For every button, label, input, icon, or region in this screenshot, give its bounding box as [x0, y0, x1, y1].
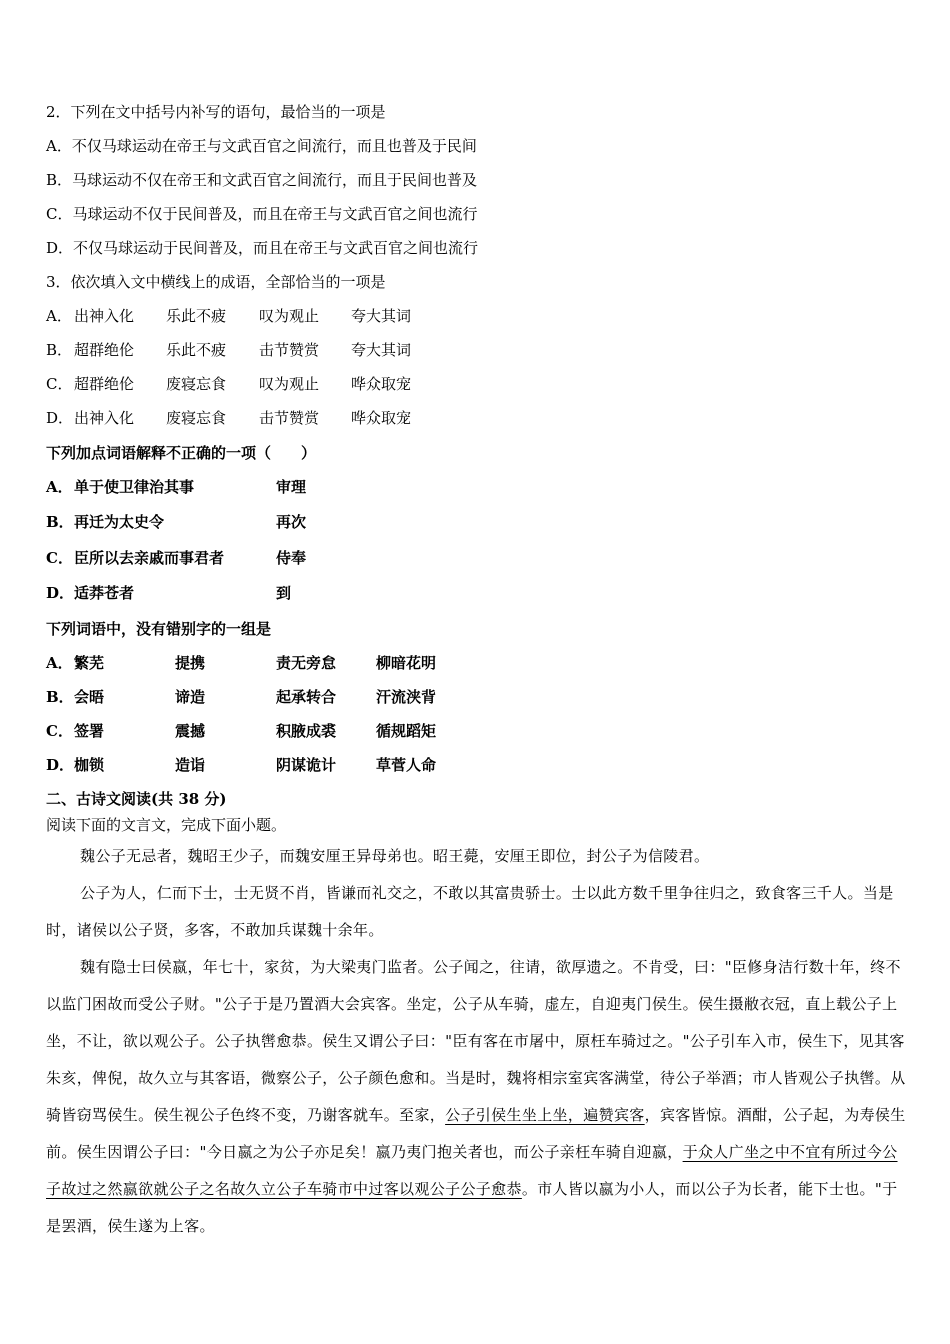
q3-option-a-word-1: 出神入化 [74, 307, 135, 325]
q3-option-c-word-2: 废寝忘食 [166, 375, 227, 393]
q3-option-b-word-2: 乐此不疲 [166, 341, 227, 359]
passage-p3-text-c: 。市人皆以嬴为小人，而以公子为长者，能下士也。"于是罢酒，侯生遂为上客。 [46, 1180, 898, 1235]
q5-option-c-word-3: 积腋成裘 [276, 722, 337, 740]
q5-option-a-word-4: 柳暗花明 [376, 654, 437, 672]
passage-paragraph-2: 公子为人，仁而下士，士无贤不肖，皆谦而礼交之，不敢以其富贵骄士。士以此方数千里争往归之，致食客三千人。当是时，诸侯以公子贤，多客，不敢加兵谋魏十余年。 [46, 884, 894, 939]
q5-option-a-letter: A． [46, 654, 73, 672]
q5-stem: 下列词语中，没有错别字的一组是 [46, 620, 272, 638]
q2-option-a: A．不仅马球运动在帝王与文武百官之间流行，而且也普及于民间 [46, 137, 477, 155]
passage-p3-text-a: 魏有隐士曰侯嬴，年七十，家贫，为大梁夷门监者。公子闻之，往请，欲厚遗之。不肯受，曰："臣修身洁行数十年，终不以监门困故而受公子财。"公子于是乃置酒大会宾客。坐定，公子从车骑，虚左，自迎夷门侯生。侯生摄敝衣冠，直上载公子上坐，不让，欲以观公子。公子执辔愈恭。侯生又谓公子曰："臣有客在市屠中，原枉车骑过之。"公子引车入市，侯生下，见其客朱亥，俾倪，故久立与其客语，微察公子，公子颜色愈和。当是时，魏将相宗室宾客满堂，待公子举酒；市人皆观公子执辔。从骑皆窃骂侯生。侯生视公子色终不变，乃谢客就车。至家， [46, 958, 906, 1124]
q5-option-d-word-4: 草菅人命 [376, 756, 437, 774]
q5-option-c-word-2: 震撼 [175, 722, 206, 740]
section-instruction: 阅读下面的文言文，完成下面小题。 [46, 816, 287, 834]
q2-option-d: D．不仅马球运动于民间普及，而且在帝王与文武百官之间也流行 [46, 239, 479, 257]
q5-option-c-word-1: 签署 [74, 722, 105, 740]
q3-option-d-word-2: 废寝忘食 [166, 409, 227, 427]
q3-option-b-word-1: 超群绝伦 [74, 341, 135, 359]
q4-option-d-meaning: 到 [276, 584, 292, 602]
q5-option-d-word-1: 枷锁 [74, 756, 105, 774]
q3-option-c-word-1: 超群绝伦 [74, 375, 135, 393]
q4-option-b-phrase: 再迁为太史令 [74, 513, 165, 531]
q3-option-b-letter: B． [46, 341, 73, 359]
q5-option-a-word-3: 责无旁怠 [276, 654, 337, 672]
q3-option-c-word-3: 叹为观止 [259, 375, 320, 393]
q3-option-d-word-1: 出神入化 [74, 409, 135, 427]
q5-option-d-letter: D． [46, 756, 75, 774]
q3-option-d-letter: D． [46, 409, 74, 427]
q3-option-c-word-4: 哗众取宠 [351, 375, 412, 393]
q5-option-b-word-4: 汗流浃背 [376, 688, 437, 706]
q3-option-d-word-3: 击节赞赏 [259, 409, 320, 427]
q5-option-d-word-3: 阴谋诡计 [276, 756, 337, 774]
q4-option-c-letter: C． [46, 549, 73, 567]
q3-option-a-word-2: 乐此不疲 [166, 307, 227, 325]
underlined-sentence-1: 公子引侯生坐上坐，遍赞宾客 [445, 1106, 645, 1124]
q5-option-b-word-3: 起承转合 [276, 688, 337, 706]
q3-stem: 3．依次填入文中横线上的成语，全部恰当的一项是 [46, 273, 386, 291]
q3-option-a-word-4: 夸大其词 [351, 307, 412, 325]
q5-option-b-word-2: 谛造 [175, 688, 206, 706]
q3-option-a-word-3: 叹为观止 [259, 307, 320, 325]
q4-option-d-letter: D． [46, 584, 75, 602]
underlined-sentence-2: 于众人广坐之中不宜有所过今公子故过之然嬴欲就公子之名故久立公子车骑市中过客以观公子公子愈恭 [46, 1143, 898, 1198]
q4-option-b-meaning: 再次 [276, 513, 307, 531]
q5-option-b-letter: B． [46, 688, 74, 706]
q2-option-b: B．马球运动不仅在帝王和文武百官之间流行，而且于民间也普及 [46, 171, 478, 189]
q4-option-c-meaning: 侍奉 [276, 549, 307, 567]
q5-option-b-word-1: 会晤 [74, 688, 105, 706]
q5-option-a-word-2: 提携 [175, 654, 206, 672]
q3-option-c-letter: C． [46, 375, 73, 393]
passage-p3-text-b: ，宾客皆惊。酒酣，公子起，为寿侯生前。侯生因谓公子曰："今日嬴之为公子亦足矣！嬴乃夷门抱关者也，而公子亲枉车骑自迎嬴， [46, 1106, 906, 1161]
q5-option-c-word-4: 循规蹈矩 [376, 722, 437, 740]
q3-option-a-letter: A． [46, 307, 72, 325]
q4-option-b-letter: B． [46, 513, 74, 531]
q4-option-c-phrase: 臣所以去亲戚而事君者 [74, 549, 225, 567]
section-heading: 二、古诗文阅读(共 38 分) [46, 790, 227, 808]
q4-option-a-letter: A． [46, 478, 73, 496]
q5-option-a-word-1: 繁芜 [74, 654, 105, 672]
q5-option-c-letter: C． [46, 722, 73, 740]
q5-option-d-word-2: 造诣 [175, 756, 206, 774]
q3-option-b-word-3: 击节赞赏 [259, 341, 320, 359]
passage-paragraph-3 [46, 949, 906, 1245]
q4-option-d-phrase: 适莽苍者 [74, 584, 135, 602]
q2-stem: 2．下列在文中括号内补写的语句，最恰当的一项是 [46, 103, 386, 121]
q4-option-a-phrase: 单于使卫律治其事 [74, 478, 195, 496]
q3-option-d-word-4: 哗众取宠 [351, 409, 412, 427]
q4-option-a-meaning: 审理 [276, 478, 307, 496]
q2-option-c: C．马球运动不仅于民间普及，而且在帝王与文武百官之间也流行 [46, 205, 478, 223]
q4-stem: 下列加点词语解释不正确的一项（ ） [46, 444, 317, 462]
passage-paragraph-1: 魏公子无忌者，魏昭王少子，而魏安厘王异母弟也。昭王薨，安厘王即位，封公子为信陵君。 [80, 847, 710, 865]
q3-option-b-word-4: 夸大其词 [351, 341, 412, 359]
